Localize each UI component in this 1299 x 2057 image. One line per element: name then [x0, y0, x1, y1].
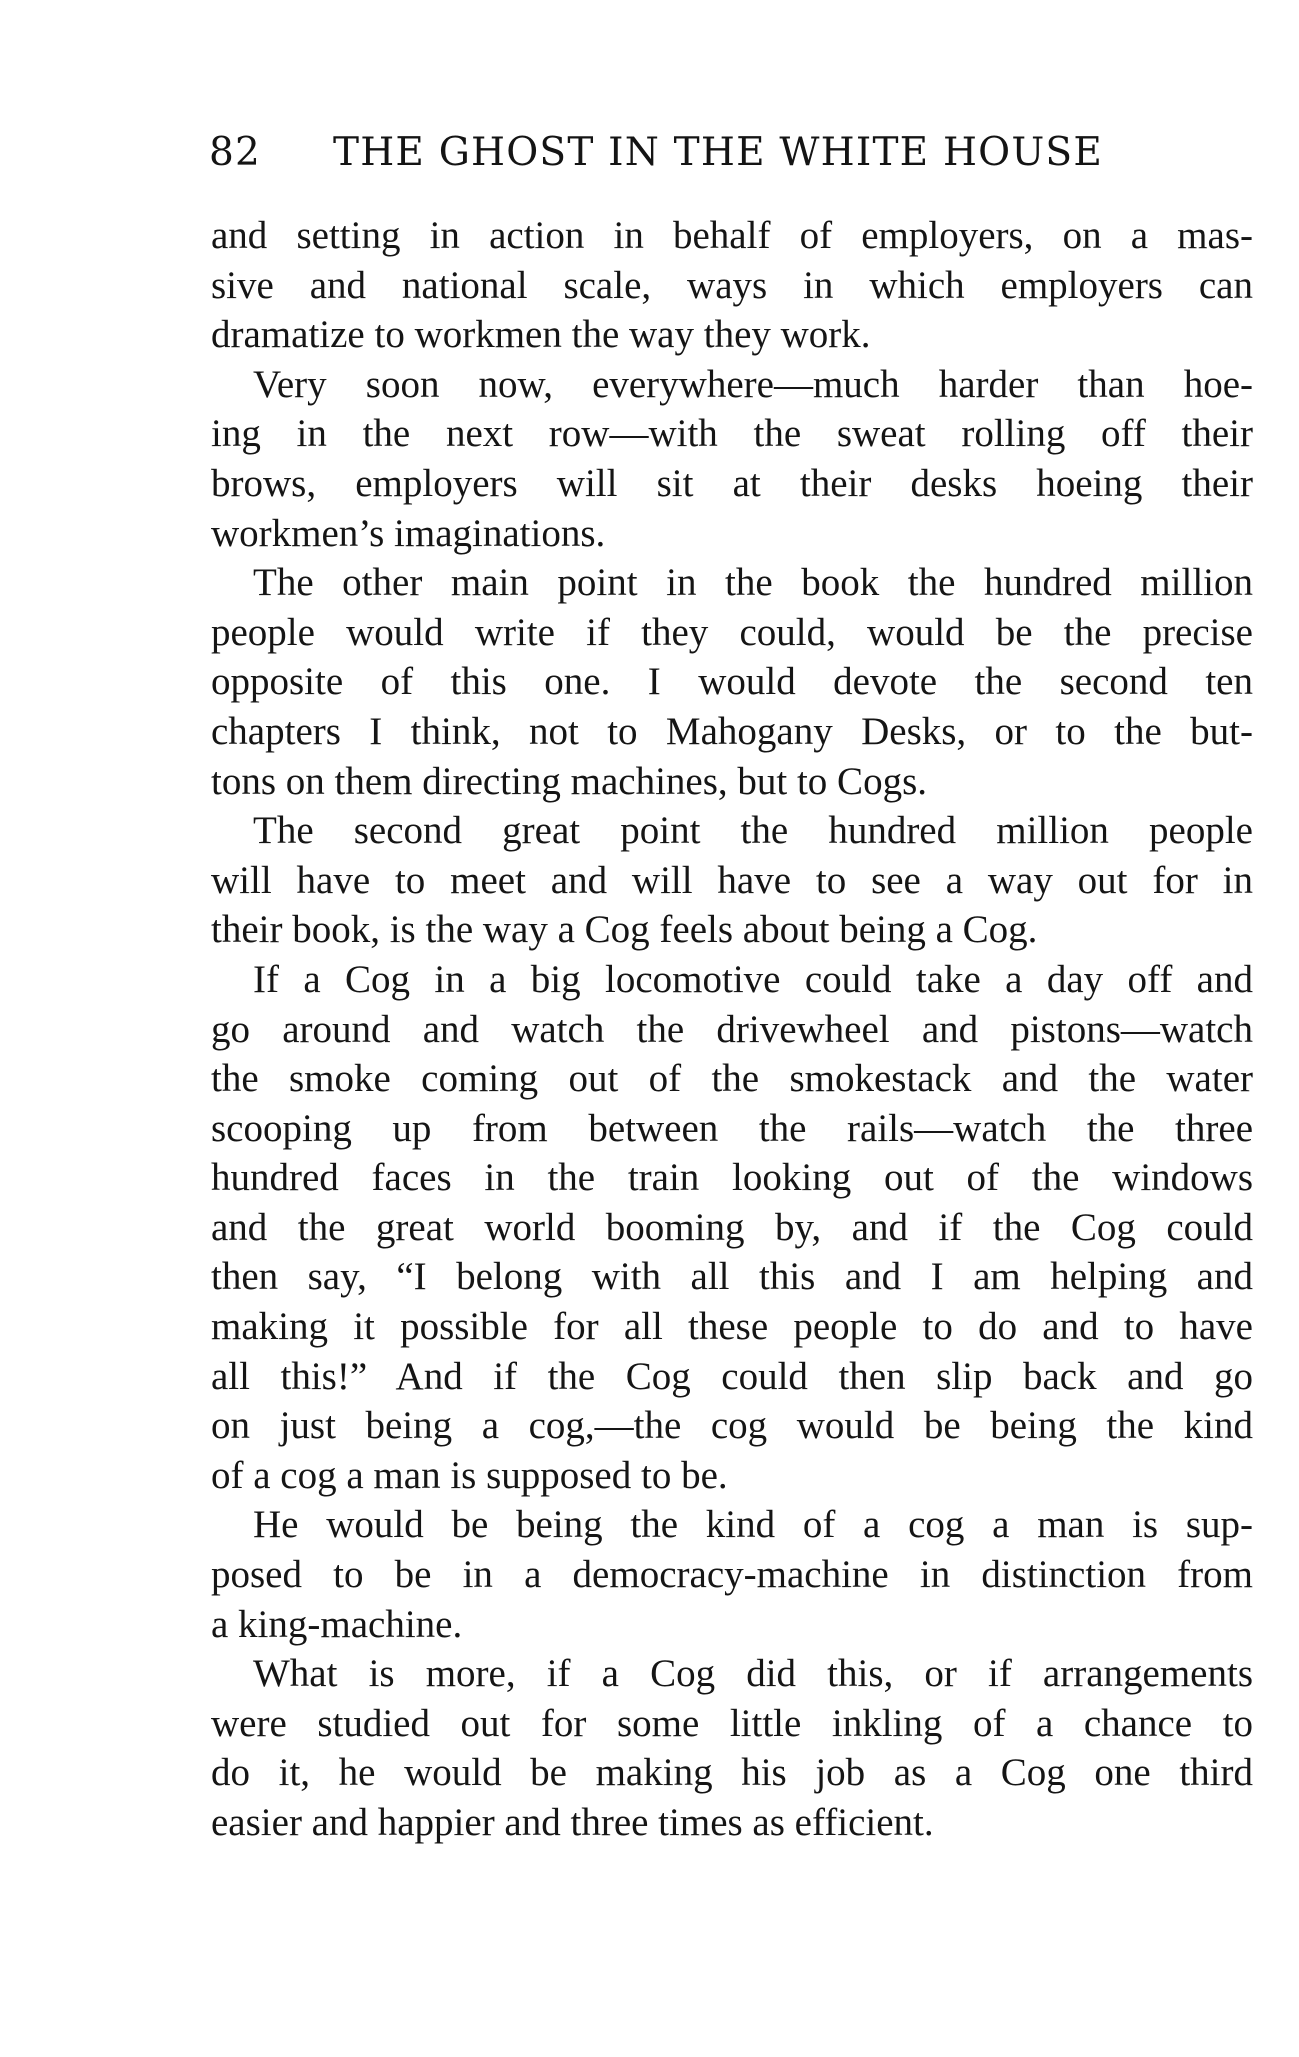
text-line: people would write if they could, would be the precise: [211, 610, 1253, 654]
text-line: opposite of this one. I would devote the second ten: [211, 660, 1253, 704]
text-line: The other main point in the book the hundred million: [253, 561, 1253, 605]
text-line: posed to be in a democracy-machine in distinction from: [211, 1553, 1253, 1597]
text-line: chapters I think, not to Mahogany Desks, or to the but-: [211, 709, 1253, 753]
running-header: [209, 130, 1249, 186]
paragraph: [211, 955, 1253, 1501]
text-line: hundred faces in the train looking out of the windows: [211, 1156, 1253, 1200]
text-line: ing in the next row—with the sweat rolling off their: [211, 412, 1253, 456]
text-line: brows, employers will sit at their desks hoeing their: [211, 461, 1253, 505]
text-line: all this!” And if the Cog could then slip back and go: [211, 1354, 1253, 1398]
page-body: [211, 211, 1253, 1848]
text-line: sive and national scale, ways in which employers can: [211, 263, 1253, 307]
paragraph: [211, 211, 1253, 360]
text-line: easier and happier and three times as efficient.: [211, 1801, 934, 1844]
text-line: then say, “I belong with all this and I am helping and: [211, 1255, 1253, 1299]
text-line: go around and watch the drivewheel and pistons—watch: [211, 1007, 1253, 1051]
text-line: workmen’s imaginations.: [211, 511, 606, 555]
text-line: The second great point the hundred million people: [253, 809, 1253, 853]
page-number: 82: [209, 130, 262, 175]
text-line: scooping up from between the rails—watch the three: [211, 1106, 1253, 1150]
paragraph: [211, 558, 1253, 806]
text-line: will have to meet and will have to see a way out for in: [211, 858, 1253, 902]
text-line: were studied out for some little inkling of a chance to: [211, 1701, 1253, 1745]
paragraph: [211, 806, 1253, 955]
text-line: Very soon now, everywhere—much harder than hoe-: [253, 362, 1253, 406]
text-line: and the great world booming by, and if the Cog could: [211, 1205, 1253, 1249]
paragraph: [211, 1500, 1253, 1649]
text-line: What is more, if a Cog did this, or if arrangements: [253, 1652, 1253, 1696]
text-line: and setting in action in behalf of employers, on a mas-: [211, 214, 1253, 257]
text-line: do it, he would be making his job as a Cog one third: [211, 1751, 1253, 1795]
text-line: making it possible for all these people to do and to have: [211, 1305, 1253, 1349]
text-line: tons on them directing machines, but to Cogs.: [211, 759, 927, 803]
text-line: dramatize to workmen the way they work.: [211, 313, 871, 357]
text-line: of a cog a man is supposed to be.: [211, 1453, 728, 1497]
text-line: He would be being the kind of a cog a man is sup-: [253, 1503, 1253, 1547]
text-line: If a Cog in a big locomotive could take a day off and: [253, 957, 1253, 1001]
text-line: a king-machine.: [211, 1602, 463, 1646]
text-line: the smoke coming out of the smokestack and the water: [211, 1057, 1253, 1101]
paragraph: [211, 360, 1253, 558]
running-title: THE GHOST IN THE WHITE HOUSE: [333, 130, 1103, 175]
text-line: their book, is the way a Cog feels about being a Cog.: [211, 908, 1038, 952]
text-line: on just being a cog,—the cog would be being the kind: [211, 1404, 1253, 1448]
paragraph: [211, 1649, 1253, 1847]
